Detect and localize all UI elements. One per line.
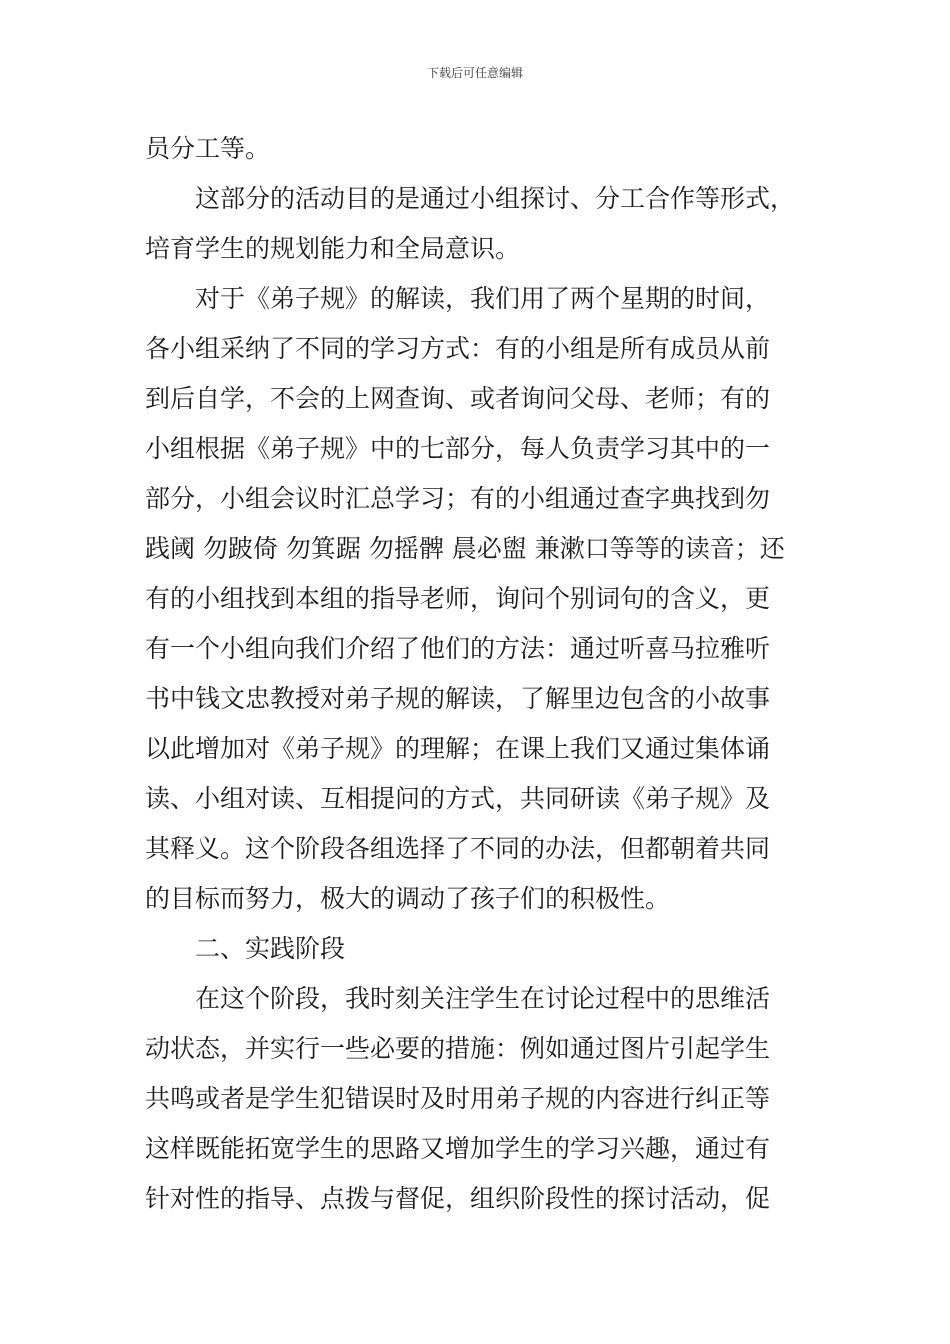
- section-heading: 二、实践阶段: [195, 934, 346, 963]
- document-body: [145, 124, 809, 1224]
- text-line: 践阈 勿跛倚 勿箕踞 勿摇髀 晨必盥 兼漱口等等的读音；还: [145, 534, 785, 563]
- text-line: 以此增加对《弟子规》的理解；在课上我们又通过集体诵: [145, 734, 771, 763]
- text-line: 有的小组找到本组的指导老师，询问个别词句的含义，更: [145, 584, 771, 613]
- text-line: 培育学生的规划能力和全局意识。: [145, 234, 521, 263]
- text-line: 针对性的指导、点拨与督促，组织阶段性的探讨活动，促: [145, 1184, 771, 1213]
- text-line: 有一个小组向我们介绍了他们的方法：通过听喜马拉雅听: [145, 634, 771, 663]
- text-line: 的目标而努力，极大的调动了孩子们的积极性。: [145, 884, 671, 913]
- text-line: 读、小组对读、互相提问的方式，共同研读《弟子规》及: [145, 784, 771, 813]
- text-line: 各小组采纳了不同的学习方式：有的小组是所有成员从前: [145, 334, 771, 363]
- text-line: 员分工等。: [145, 134, 271, 163]
- text-line: 这部分的活动目的是通过小组探讨、分工合作等形式，: [195, 184, 796, 213]
- text-line: 小组根据《弟子规》中的七部分，每人负责学习其中的一: [145, 434, 771, 463]
- text-line: 共鸣或者是学生犯错误时及时用弟子规的内容进行纠正等: [145, 1084, 771, 1113]
- text-line: 部分，小组会议时汇总学习；有的小组通过查字典找到勿: [145, 484, 771, 513]
- text-line: 到后自学，不会的上网查询、或者询问父母、老师；有的: [145, 384, 771, 413]
- text-line: 书中钱文忠教授对弟子规的解读，了解里边包含的小故事: [145, 684, 771, 713]
- text-line: 对于《弟子规》的解读，我们用了两个星期的时间，: [195, 284, 771, 313]
- text-line: 在这个阶段，我时刻关注学生在讨论过程中的思维活: [195, 984, 771, 1013]
- text-line: 其释义。这个阶段各组选择了不同的办法，但都朝着共同: [145, 834, 771, 863]
- text-line: 这样既能拓宽学生的思路又增加学生的学习兴趣，通过有: [145, 1134, 771, 1163]
- text-line: 动状态，并实行一些必要的措施：例如通过图片引起学生: [145, 1034, 771, 1063]
- page-header: 下载后可任意编辑: [426, 66, 523, 80]
